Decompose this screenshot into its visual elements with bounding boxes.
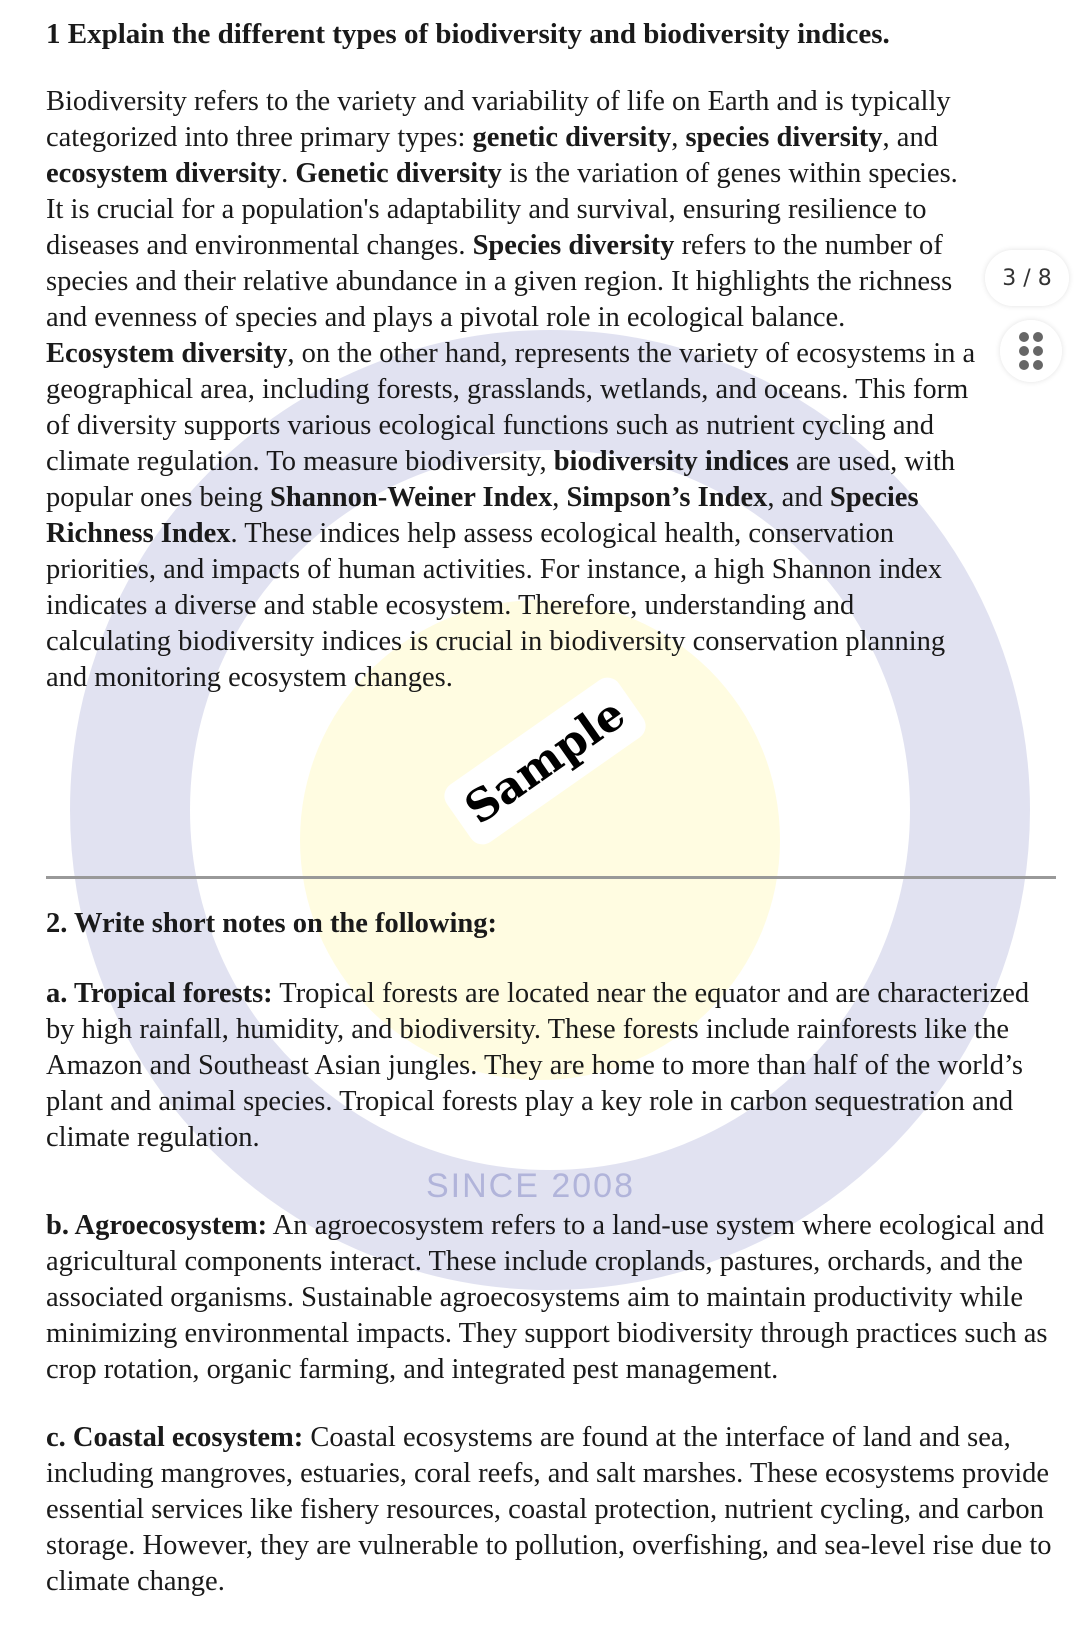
bold-term: Species diversity	[472, 230, 675, 261]
question-1	[46, 14, 976, 696]
bold-term: species diversity	[685, 122, 883, 153]
bold-term: ecosystem diversity	[46, 158, 282, 189]
page-indicator: 3 / 8	[985, 250, 1069, 306]
body-text: , and	[767, 482, 830, 513]
bold-term: Simpson’s Index	[566, 482, 768, 513]
note-label: a. Tropical forests:	[46, 978, 273, 1009]
sample-stamp: Sample	[439, 672, 651, 850]
body-text: ,	[552, 482, 567, 513]
note-text: Tropical forests are located near the equator and are characterized by high rainfall, humidity, and biodiversity. These forests include rainforests like the Amazon and Southeast Asian jungles. They are home to more than half of the world’s plant and animal species. Tropical forests play a key role in carbon sequestration and climate regulation.	[46, 978, 1030, 1153]
body-text: Biodiversity refers to the variety and variability of life on Earth and is typically categorized into three primary types:	[46, 86, 951, 153]
body-text: , and	[882, 122, 938, 153]
question-1-body	[46, 84, 976, 696]
body-text: , on the other hand, represents the variety of ecosystems in a geographical area, including forests, grasslands, wetlands, and oceans. This form of diversity supports various ecological functions such as nutrient cycling and climate regulation. To measure biodiversity,	[46, 338, 976, 477]
section-divider	[46, 876, 1056, 879]
bold-term: Genetic diversity	[295, 158, 502, 189]
note-coastal-ecosystem	[46, 1420, 1056, 1600]
viewer-menu-button[interactable]	[1000, 320, 1062, 382]
body-text: .	[281, 158, 296, 189]
note-text: An agroecosystem refers to a land-use system where ecological and agricultural components interact. These include croplands, pastures, orchards, and the associated organisms. Sustainable agroecosystems aim to maintain productivity while minimizing environmental impacts. They support biodiversity through practices such as crop rotation, organic farming, and integrated pest management.	[46, 1210, 1048, 1385]
question-2	[46, 906, 1056, 1632]
bold-term: genetic diversity	[472, 122, 672, 153]
grid-dots-icon	[1019, 332, 1043, 370]
body-text: ,	[671, 122, 686, 153]
question-1-title: 1 Explain the different types of biodiversity and biodiversity indices.	[46, 18, 890, 50]
body-text: are used, with popular ones being	[46, 446, 956, 513]
watermark-since: SINCE 2008	[426, 1167, 635, 1205]
body-text: refers to the number of species and their relative abundance in a given region. It highlights the richness and evenness of species and plays a pivotal role in ecological balance.	[46, 230, 953, 333]
note-label: b. Agroecosystem:	[46, 1210, 268, 1241]
note-tropical-forests	[46, 976, 1056, 1156]
note-agroecosystem	[46, 1208, 1056, 1388]
note-text: Coastal ecosystems are found at the interface of land and sea, including mangroves, estuaries, coral reefs, and salt marshes. These ecosystems provide essential services like fishery resources, coastal protection, nutrient cycling, and carbon storage. However, they are vulnerable to pollution, overfishing, and sea-level rise due to climate change.	[46, 1422, 1052, 1597]
note-label: c. Coastal ecosystem:	[46, 1422, 304, 1453]
body-text: is the variation of genes within species. It is crucial for a population's adaptability and survival, ensuring resilience to diseases and environmental changes.	[46, 158, 958, 261]
bold-term: biodiversity indices	[553, 446, 789, 477]
bold-term: Species Richness Index	[46, 482, 919, 549]
bold-term: Shannon-Weiner Index	[270, 482, 553, 513]
body-text: . These indices help assess ecological health, conservation priorities, and impacts of human activities. For instance, a high Shannon index indicates a diverse and stable ecosystem. Therefore, understanding and calculating biodiversity indices is crucial in biodiversity conservation planning and monitoring ecosystem changes.	[46, 518, 946, 693]
question-2-title: 2. Write short notes on the following:	[46, 908, 497, 939]
bold-term: Ecosystem diversity	[46, 338, 288, 369]
